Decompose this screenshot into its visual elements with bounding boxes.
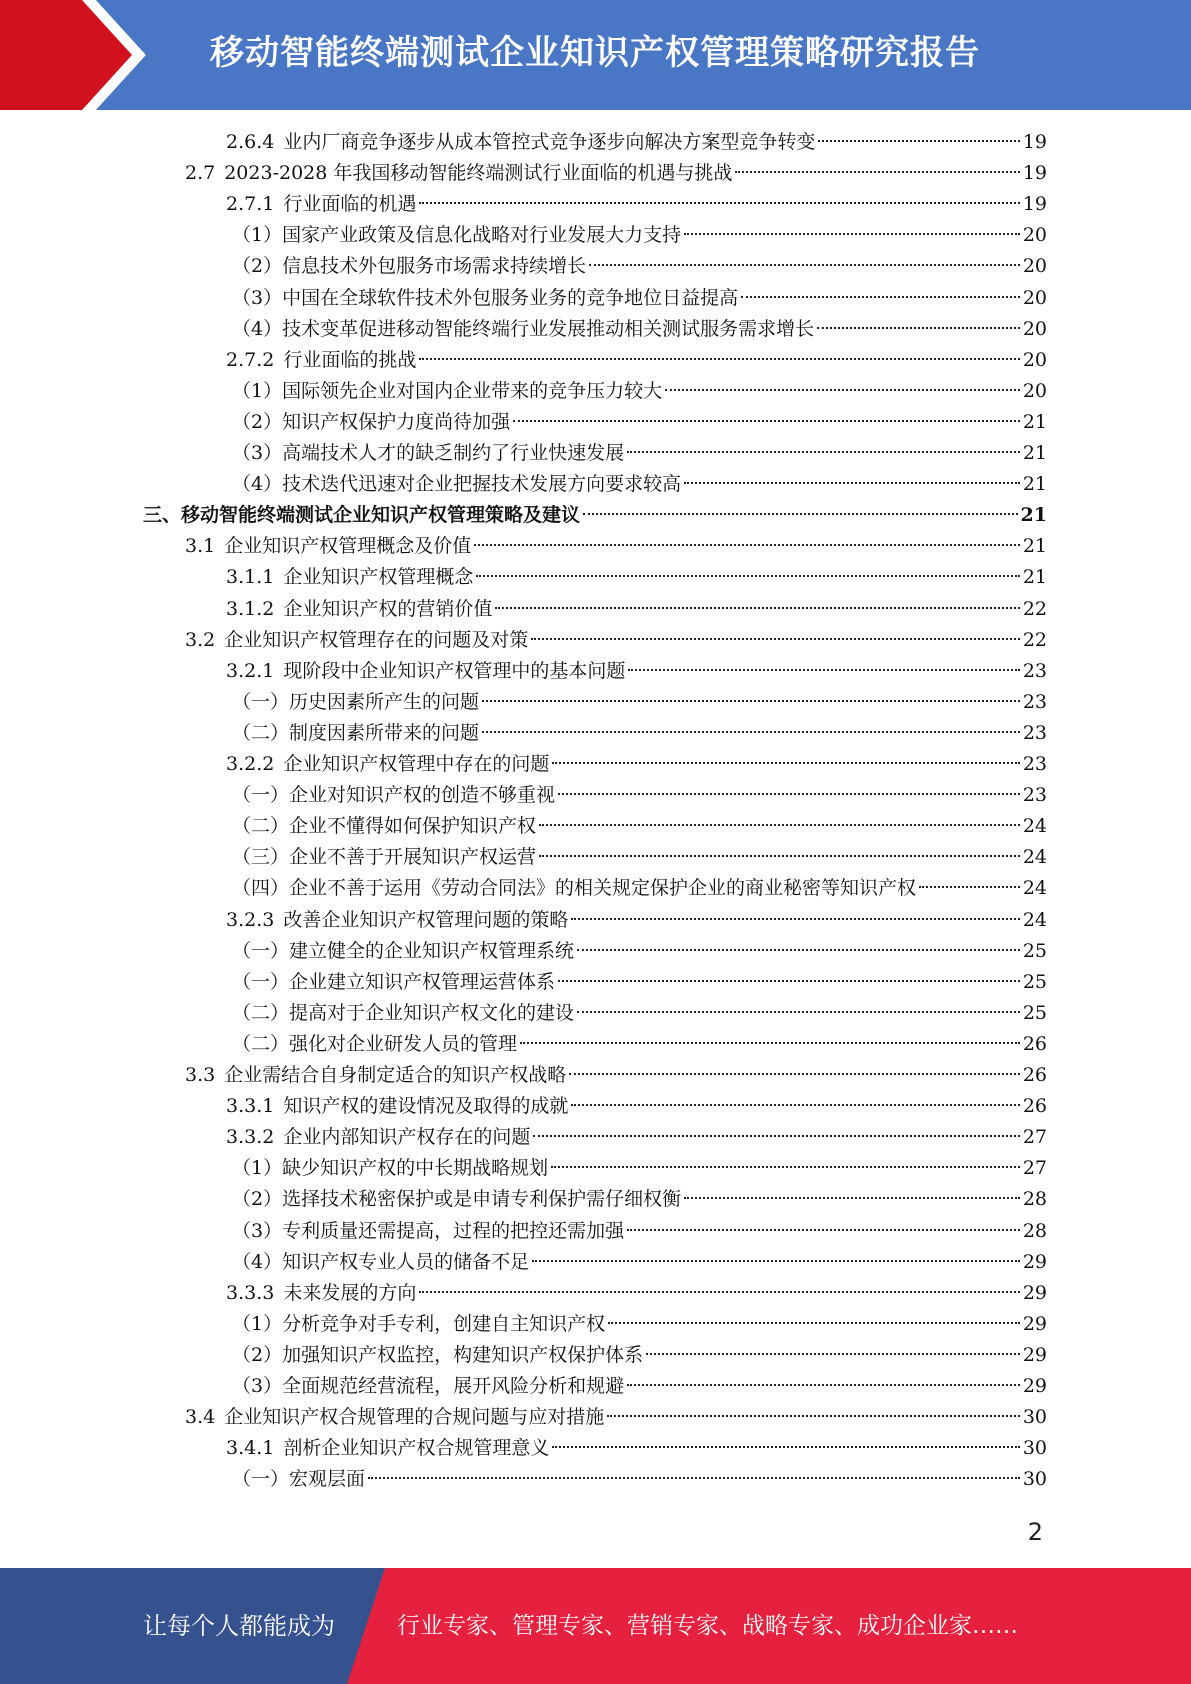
toc-entry-title: （三）企业不善于开展知识产权运营 [232,846,537,868]
footer-slogan-left: 让每个人都能成为 [143,1612,335,1640]
toc-leader-dots [684,482,1020,484]
toc-entry-title: 企业知识产权管理概念 [283,566,474,588]
toc-entry-title: （4）技术变革促进移动智能终端行业发展推动相关测试服务需求增长 [232,318,815,340]
toc-leader-dots [817,327,1020,329]
toc-leader-dots [735,171,1019,173]
toc-entry-title: 行业面临的挑战 [283,349,417,371]
toc-entry-page: 24 [1022,815,1047,837]
toc-entry-page: 19 [1022,193,1047,215]
toc-entry-number: 3.2.2 [226,753,275,775]
toc-entry[interactable] [185,158,1047,189]
toc-entry[interactable] [232,998,1047,1029]
toc-entry-page: 23 [1022,660,1047,682]
toc-leader-dots [520,1042,1020,1044]
toc-entry-title: 企业知识产权的营销价值 [283,598,493,620]
toc-leader-dots [495,607,1019,609]
toc-entry-title: （3）专利质量还需提高，过程的把控还需加强 [232,1220,625,1242]
toc-leader-dots [577,1011,1020,1013]
toc-leader-dots [539,855,1020,857]
toc-entry-title: 知识产权的建设情况及取得的成就 [283,1095,569,1117]
toc-entry[interactable] [226,562,1047,593]
toc-entry-title: （2）选择技术秘密保护或是申请专利保护需仔细权衡 [232,1188,682,1210]
toc-leader-dots [571,1104,1019,1106]
toc-leader-dots [577,949,1020,951]
toc-entry-page: 26 [1022,1064,1047,1086]
toc-leader-dots [532,1260,1020,1262]
report-title: 移动智能终端测试企业知识产权管理策略研究报告 [210,33,980,73]
page-number: 2 [1027,1518,1043,1546]
toc-entry-number: 3.2 [185,629,216,651]
toc-leader-dots [482,700,1020,702]
toc-entry-title: （2）知识产权保护力度尚待加强 [232,411,511,433]
toc-entry[interactable] [226,749,1047,780]
toc-entry-page: 24 [1022,846,1047,868]
toc-entry-title: （一）企业对知识产权的创造不够重视 [232,784,556,806]
toc-entry[interactable] [185,531,1047,562]
toc-entry-title: （一）建立健全的企业知识产权管理系统 [232,940,575,962]
toc-entry[interactable] [232,967,1047,998]
toc-leader-dots [627,451,1020,453]
toc-entry[interactable] [232,842,1047,873]
toc-entry-number: 3.2.3 [226,909,275,931]
toc-leader-dots [583,513,1018,515]
toc-entry-page: 25 [1022,1002,1047,1024]
toc-entry-title: 行业面临的机遇 [283,193,417,215]
toc-entry-page: 24 [1022,909,1047,931]
toc-entry[interactable] [232,936,1047,967]
toc-leader-dots [627,1384,1020,1386]
toc-entry-title: （二）制度因素所带来的问题 [232,722,480,744]
toc-entry-number: 2.7 [185,162,216,184]
toc-entry-page: 29 [1022,1282,1047,1304]
toc-entry-page: 19 [1022,162,1047,184]
toc-entry-page: 20 [1022,255,1047,277]
page-header [0,0,1191,110]
toc-entry-page: 20 [1022,380,1047,402]
toc-entry[interactable] [232,780,1047,811]
toc-entry-title: （二）强化对企业研发人员的管理 [232,1033,518,1055]
toc-entry[interactable] [185,1060,1047,1091]
toc-entry[interactable] [232,1184,1047,1215]
toc-entry-page: 29 [1022,1251,1047,1273]
toc-leader-dots [741,296,1020,298]
toc-entry[interactable] [226,1122,1047,1153]
toc-entry[interactable] [232,1247,1047,1278]
toc-entry[interactable] [232,376,1047,407]
toc-entry[interactable] [143,500,1047,531]
toc-entry-page: 28 [1022,1220,1047,1242]
toc-entry-title: 2023-2028 年我国移动智能终端测试行业面临的机遇与挑战 [224,162,733,184]
toc-leader-dots [513,420,1020,422]
toc-entry[interactable] [232,811,1047,842]
toc-entry-page: 21 [1022,473,1047,495]
toc-leader-dots [539,824,1020,826]
toc-leader-dots [665,389,1020,391]
toc-entry-title: 改善企业知识产权管理问题的策略 [283,909,569,931]
toc-entry[interactable] [226,656,1047,687]
toc-entry-page: 23 [1022,753,1047,775]
toc-entry-page: 30 [1022,1406,1047,1428]
toc-entry[interactable] [232,469,1047,500]
toc-entry-page: 30 [1022,1468,1047,1490]
toc-entry[interactable] [232,1309,1047,1340]
toc-entry[interactable] [232,1464,1047,1495]
toc-entry[interactable] [232,1153,1047,1184]
toc-entry-title: 企业需结合自身制定适合的知识产权战略 [224,1064,567,1086]
toc-entry-page: 21 [1022,535,1047,557]
toc-leader-dots [628,669,1019,671]
toc-entry[interactable] [232,1216,1047,1247]
toc-entry-page: 26 [1022,1033,1047,1055]
toc-entry-number: 2.7.1 [226,193,275,215]
toc-leader-dots [607,1415,1020,1417]
toc-entry[interactable] [226,1278,1047,1309]
toc-entry-title: （四）企业不善于运用《劳动合同法》的相关规定保护企业的商业秘密等知识产权 [232,877,917,899]
toc-entry-title: 业内厂商竞争逐步从成本管控式竞争逐步向解决方案型竞争转变 [283,131,816,153]
toc-entry-title: （3）全面规范经营流程，展开风险分析和规避 [232,1375,625,1397]
toc-entry-title: 企业知识产权合规管理的合规问题与应对措施 [224,1406,605,1428]
toc-entry-page: 21 [1020,504,1047,526]
toc-leader-dots [558,980,1020,982]
toc-entry-title: （二）提高对于企业知识产权文化的建设 [232,1002,575,1024]
toc-entry-title: （3）中国在全球软件技术外包服务业务的竞争地位日益提高 [232,287,739,309]
toc-entry-page: 23 [1022,722,1047,744]
toc-leader-dots [419,358,1019,360]
toc-entry[interactable] [232,251,1047,282]
toc-entry-number: 3.4.1 [226,1437,275,1459]
toc-entry-page: 20 [1022,349,1047,371]
toc-entry-title: （二）企业不懂得如何保护知识产权 [232,815,537,837]
toc-entry-title: （2）加强知识产权监控，构建知识产权保护体系 [232,1344,644,1366]
toc-entry[interactable] [226,905,1047,936]
toc-entry-page: 20 [1022,224,1047,246]
toc-entry-number: 3.3 [185,1064,216,1086]
toc-entry-page: 24 [1022,877,1047,899]
toc-entry-title: （2）信息技术外包服务市场需求持续增长 [232,255,587,277]
toc-entry-title: 三、移动智能终端测试企业知识产权管理策略及建议 [143,504,581,526]
toc-entry[interactable] [226,1091,1047,1122]
toc-entry-page: 21 [1022,411,1047,433]
toc-entry[interactable] [232,407,1047,438]
toc-entry-title: （3）高端技术人才的缺乏制约了行业快速发展 [232,442,625,464]
toc-entry[interactable] [226,594,1047,625]
toc-leader-dots [552,1446,1019,1448]
toc-leader-dots [627,1229,1020,1231]
toc-entry-title: （一）宏观层面 [232,1468,366,1490]
toc-leader-dots [368,1477,1020,1479]
toc-entry-title: （1）国家产业政策及信息化战略对行业发展大力支持 [232,224,682,246]
toc-entry-title: 剖析企业知识产权合规管理意义 [283,1437,550,1459]
toc-entry-title: 未来发展的方向 [283,1282,417,1304]
toc-entry-number: 2.7.2 [226,349,275,371]
toc-leader-dots [551,1166,1020,1168]
toc-entry[interactable] [232,314,1047,345]
toc-entry-page: 21 [1022,566,1047,588]
toc-entry[interactable] [232,1340,1047,1371]
toc-entry-number: 3.3.3 [226,1282,275,1304]
toc-entry-number: 3.3.1 [226,1095,275,1117]
toc-entry-title: （1）缺少知识产权的中长期战略规划 [232,1157,549,1179]
toc-entry-page: 20 [1022,287,1047,309]
toc-entry-page: 22 [1022,629,1047,651]
toc-leader-dots [552,762,1019,764]
toc-entry[interactable] [185,625,1047,656]
toc-leader-dots [569,1073,1020,1075]
toc-entry-number: 3.1.1 [226,566,275,588]
toc-entry-title: （1）分析竞争对手专利，创建自主知识产权 [232,1313,606,1335]
toc-entry-page: 27 [1022,1126,1047,1148]
toc-entry-title: 企业知识产权管理概念及价值 [224,535,472,557]
toc-leader-dots [476,575,1019,577]
toc-entry-page: 29 [1022,1344,1047,1366]
toc-entry-number: 3.1 [185,535,216,557]
toc-entry[interactable] [232,1029,1047,1060]
toc-entry[interactable] [232,283,1047,314]
toc-entry-page: 27 [1022,1157,1047,1179]
toc-entry[interactable] [232,687,1047,718]
toc-entry-number: 3.4 [185,1406,216,1428]
footer-slogan-right: 行业专家、管理专家、营销专家、战略专家、成功企业家…… [397,1613,1018,1639]
toc-entry[interactable] [226,189,1047,220]
toc-entry-page: 29 [1022,1313,1047,1335]
header-red-arrow-decoration [0,0,160,110]
toc-entry-number: 3.1.2 [226,598,275,620]
toc-leader-dots [571,918,1019,920]
toc-entry[interactable] [185,1402,1047,1433]
toc-leader-dots [419,1291,1019,1293]
toc-entry-page: 19 [1022,131,1047,153]
toc-entry-title: 企业知识产权管理中存在的问题 [283,753,550,775]
toc-leader-dots [919,886,1020,888]
toc-entry[interactable] [226,345,1047,376]
toc-entry-page: 22 [1022,598,1047,620]
toc-entry-page: 23 [1022,784,1047,806]
toc-entry-title: （4）技术迭代迅速对企业把握技术发展方向要求较高 [232,473,682,495]
toc-entry-page: 25 [1022,940,1047,962]
toc-entry-page: 26 [1022,1095,1047,1117]
toc-entry-page: 30 [1022,1437,1047,1459]
toc-leader-dots [684,1197,1020,1199]
toc-entry-number: 2.6.4 [226,131,275,153]
page-footer [0,1568,1191,1684]
toc-entry-page: 20 [1022,318,1047,340]
toc-leader-dots [684,233,1020,235]
toc-entry-number: 3.2.1 [226,660,275,682]
toc-entry-number: 3.3.2 [226,1126,275,1148]
toc-entry-title: （4）知识产权专业人员的储备不足 [232,1251,530,1273]
toc-entry-page: 28 [1022,1188,1047,1210]
toc-leader-dots [533,1135,1019,1137]
toc-entry[interactable] [226,1433,1047,1464]
toc-leader-dots [482,731,1020,733]
toc-entry-title: 企业内部知识产权存在的问题 [283,1126,531,1148]
toc-entry[interactable] [232,438,1047,469]
toc-entry-title: （1）国际领先企业对国内企业带来的竞争压力较大 [232,380,663,402]
toc-entry-title: 现阶段中企业知识产权管理中的基本问题 [283,660,626,682]
toc-leader-dots [558,793,1020,795]
toc-entry-page: 21 [1022,442,1047,464]
toc-entry[interactable] [232,1371,1047,1402]
toc-entry-page: 29 [1022,1375,1047,1397]
toc-entry-title: （一）历史因素所产生的问题 [232,691,480,713]
toc-entry[interactable] [232,718,1047,749]
toc-leader-dots [589,264,1020,266]
toc-entry[interactable] [232,873,1047,904]
toc-entry-page: 23 [1022,691,1047,713]
toc-leader-dots [646,1353,1020,1355]
toc-leader-dots [474,544,1020,546]
toc-entry-page: 25 [1022,971,1047,993]
toc-leader-dots [608,1322,1020,1324]
toc-leader-dots [531,638,1020,640]
toc-entry-title: 企业知识产权管理存在的问题及对策 [224,629,529,651]
toc-entry-title: （一）企业建立知识产权管理运营体系 [232,971,556,993]
toc-entry[interactable] [226,127,1047,158]
toc-leader-dots [419,202,1019,204]
toc-entry[interactable] [232,220,1047,251]
toc-leader-dots [818,140,1019,142]
